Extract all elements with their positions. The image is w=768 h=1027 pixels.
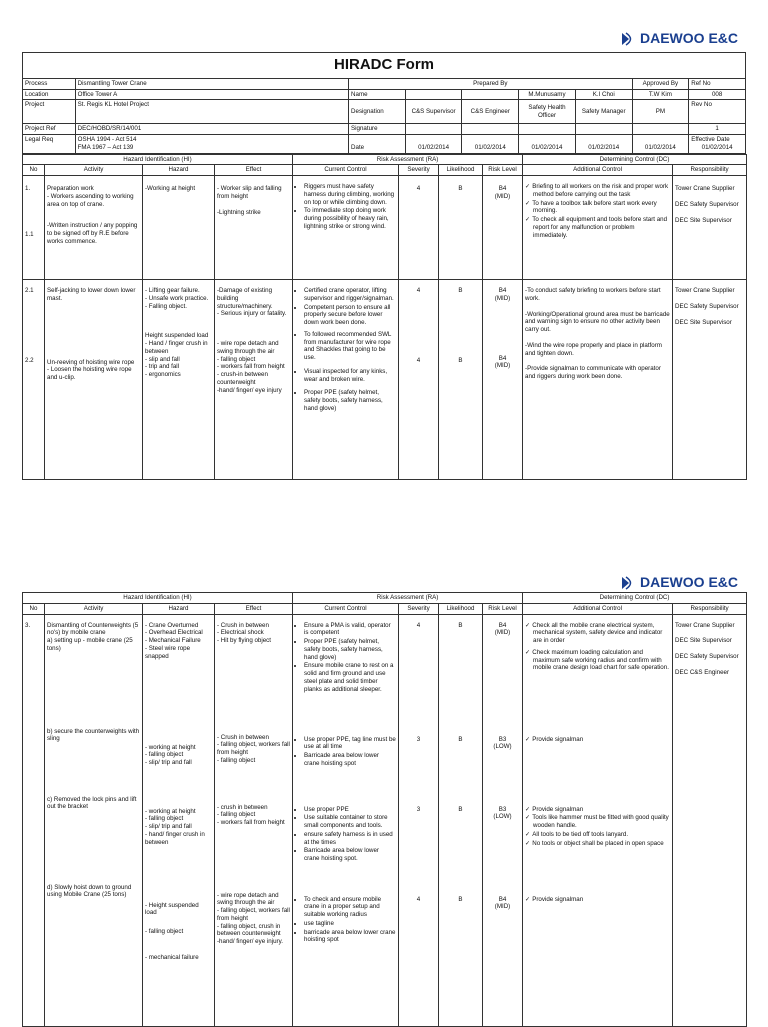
additional-control-cell	[523, 176, 673, 280]
ref-no-label: Ref No	[689, 78, 746, 89]
severity-value: 4	[416, 287, 421, 294]
list-item: • Certified crane operator, lifting supervisor and rigger/signalman.	[304, 287, 396, 303]
section-hi: Hazard Identification (HI)	[23, 593, 293, 604]
table-row	[23, 280, 747, 480]
hazard-2-2: Height suspended load - Hand / finger crush in between - slip and fall - trip and fall - ergonomics	[145, 332, 209, 378]
prepared-by-label: Prepared By	[349, 78, 633, 89]
ac-2-3: -Wind the wire rope properly and place in platform and tighten down.	[525, 341, 662, 357]
list-item: ✓ Check maximum loading calculation and maximum safe working radius and confirm with mobile crane design load chart for safe operation.	[533, 649, 670, 672]
rev-no-value: 1	[689, 124, 746, 135]
signature-cell	[632, 124, 689, 135]
col-likelihood: Likelihood	[439, 165, 483, 176]
row-no-2-1: 2.1	[25, 287, 34, 294]
resp-item: Tower Crane Supplier	[675, 185, 735, 192]
risk-level-value: B4 (MID)	[494, 354, 511, 370]
additional-control-cell	[523, 280, 673, 480]
hazard-3d-1: - Height suspended load	[145, 901, 199, 917]
list-item: • Proper PPE (safety helmet, safety boots, safety harness, hand glove)	[304, 638, 396, 661]
effect-cell	[215, 280, 293, 480]
severity-cell	[399, 280, 439, 480]
date-label: Date	[349, 135, 406, 154]
signature-label: Signature	[349, 124, 406, 135]
row-no-3: 3.	[25, 621, 31, 629]
ref-no-value: 008	[689, 89, 746, 100]
hazard-cell	[143, 614, 215, 1026]
list-item: • Use suitable container to store small components and tools.	[304, 814, 396, 830]
hiradc-page-2	[22, 592, 746, 1027]
ac-2-2: -Working/Operational ground area must be barricade and warning sign to ensure no other activity been carry out.	[525, 310, 670, 333]
likelihood-value: B	[458, 621, 463, 629]
hazard-3d-3: - mechanical failure	[145, 953, 199, 961]
likelihood-value: B	[458, 287, 463, 294]
ac-2-1: -To conduct safety briefing to workers before start work.	[525, 287, 661, 302]
col-hazard: Hazard	[143, 165, 215, 176]
activity-2-1: Self-jacking to lower down lower mast.	[47, 287, 136, 302]
rev-no-label: Rev No	[689, 100, 746, 124]
legal-value-1: OSHA 1994 - Act 514	[77, 136, 137, 143]
legal-value	[75, 135, 348, 154]
likelihood-value: B	[458, 185, 463, 192]
table-row	[23, 614, 747, 1026]
severity-value: 4	[416, 895, 421, 903]
name-cell: K.I Choi	[575, 89, 632, 100]
list-item: • use tagline	[304, 920, 396, 928]
severity-value: 4	[416, 356, 421, 364]
list-item: • Barricade area below lower crane hoisting spot.	[304, 847, 396, 863]
list-item: • Use proper PPE	[304, 806, 396, 814]
list-item: ✓ All tools to be tied off tools lanyard.	[533, 831, 670, 839]
designation-cell: PM	[632, 100, 689, 124]
activity-3a: Dismantling of Counterweights (5 no's) by mobile crane a) setting up - mobile crane (25 tons)	[47, 621, 139, 652]
hazard-3d-2: - falling object	[145, 927, 184, 935]
effect-3a: - Crush in between - Electrical shock - Hit by flying object	[217, 621, 271, 644]
name-cell	[462, 89, 519, 100]
risk-level-cell	[483, 280, 523, 480]
row-no-2-2: 2.2	[25, 356, 34, 364]
name-cell	[405, 89, 462, 100]
ac-2-4: -Provide signalman to communicate with operator and riggers during work been done.	[525, 365, 661, 380]
col-additional-control: Additional Control	[523, 603, 673, 614]
section-dc: Determining Control (DC)	[523, 154, 747, 165]
list-item: • Competent person to ensure all properly secure before lower down work been done.	[304, 304, 396, 327]
likelihood-cell	[439, 280, 483, 480]
row-no	[23, 176, 45, 280]
date-cell: 01/02/2014	[462, 135, 519, 154]
hazard-2-1: - Lifting gear failure. - Unsafe work practice. - Falling object.	[145, 287, 209, 310]
hiradc-page-1	[22, 52, 746, 480]
hiradc-table-1	[22, 154, 747, 481]
designation-cell: C&S Supervisor	[405, 100, 462, 124]
designation-cell: C&S Engineer	[462, 100, 519, 124]
likelihood-cell	[439, 614, 483, 1026]
company-logo	[620, 30, 738, 48]
resp-item: Tower Crane Supplier	[675, 621, 735, 629]
severity-value: 3	[416, 735, 421, 743]
list-item: ✓ Check all the mobile crane electrical system, mechanical system, safety device and indicator are in order	[533, 622, 670, 645]
list-item: ✓ No tools or object shall be placed in open space	[533, 840, 670, 848]
col-current-control: Current Control	[293, 165, 399, 176]
severity-cell	[399, 176, 439, 280]
list-item: ✓ Tools like hammer must be fitted with good quality wooden handle.	[533, 814, 670, 830]
risk-level-value: B3 (LOW)	[493, 735, 512, 751]
name-label: Name	[349, 89, 406, 100]
resp-item: DEC Site Supervisor	[675, 216, 732, 224]
effect-2-2: - wire rope detach and swing through the air - falling object - workers fall from height - crush-in between counterweight -hand/ finger/ eye injury	[217, 340, 285, 394]
risk-level-value: B4 (MID)	[494, 287, 511, 302]
list-item: ✓ Provide signalman	[533, 896, 670, 904]
likelihood-value: B	[458, 735, 463, 743]
responsibility-cell	[673, 280, 747, 480]
approved-by-label: Approved By	[632, 78, 689, 89]
legal-value-2: FMA 1967 – Act 139	[77, 143, 134, 151]
hazard-1: -Working at height	[145, 185, 196, 192]
company-logo	[620, 574, 738, 592]
resp-item: DEC Safety Supervisor	[675, 653, 739, 660]
responsibility-cell	[673, 614, 747, 1026]
list-item: • Proper PPE (safety helmet, safety boots, safety harness, hand glove)	[304, 389, 396, 412]
signature-cell	[462, 124, 519, 135]
location-value: Office Tower A	[75, 89, 348, 100]
signature-cell	[575, 124, 632, 135]
activity-1: Preparation work - Workers ascending to working area on top of crane.	[47, 185, 134, 208]
current-control-cell	[293, 176, 399, 280]
logo-text: DAEWOO E&C	[640, 574, 738, 590]
risk-level-value: B4 (MID)	[494, 895, 511, 911]
signature-cell	[519, 124, 576, 135]
col-responsibility: Responsibility	[673, 165, 747, 176]
date-cell: 01/02/2014	[632, 135, 689, 154]
risk-level-value: B4 (MID)	[494, 621, 511, 637]
form-header-table	[22, 52, 746, 154]
activity-cell	[45, 614, 143, 1026]
col-additional-control: Additional Control	[523, 165, 673, 176]
hazard-cell	[143, 176, 215, 280]
severity-cell	[399, 614, 439, 1026]
effect-2-1: -Damage of existing building structure/machinery. - Serious injury or fatality.	[217, 287, 287, 318]
name-cell: M.Munusamy	[519, 89, 576, 100]
designation-cell: Safety Manager	[575, 100, 632, 124]
section-ra: Risk Assessment (RA)	[293, 593, 523, 604]
risk-level-value: B3 (LOW)	[493, 805, 512, 821]
table-row	[23, 176, 747, 280]
effect-1b: -Lightning strike	[217, 208, 261, 216]
resp-item: Tower Crane Supplier	[675, 287, 735, 294]
activity-3d: d) Slowly hoist down to ground using Mobile Crane (25 tons)	[47, 883, 132, 899]
list-item: ✓ To have a toolbox talk before start work every morning.	[533, 200, 670, 216]
eff-date-label: Effective Date	[691, 136, 730, 143]
daewoo-logo-icon	[620, 31, 636, 47]
col-responsibility: Responsibility	[673, 603, 747, 614]
list-item: ✓ Provide signalman	[533, 736, 670, 744]
activity-2-2: Un-reeving of hoisting wire rope - Loosen the hoisting wire rope and u-clip.	[47, 358, 135, 381]
risk-level-cell	[483, 176, 523, 280]
list-item: • Ensure mobile crane to rest on a solid and firm ground and use steel plate and solid timber planks as additional sleeper.	[304, 662, 396, 693]
signature-cell	[405, 124, 462, 135]
list-item: ✓ Briefing to all workers on the risk and proper work method before carrying out the task	[533, 183, 670, 199]
effect-3d: - wire rope detach and swing through the air - falling object, workers fall from height - falling object, crush in between counterweight -hand/ finger/ eye injury.	[217, 891, 290, 945]
resp-item: DEC Site Supervisor	[675, 318, 732, 326]
row-no	[23, 280, 45, 480]
likelihood-cell	[439, 176, 483, 280]
hiradc-table-2	[22, 592, 747, 1027]
severity-value: 3	[416, 805, 421, 813]
col-no: No	[23, 165, 45, 176]
col-current-control: Current Control	[293, 603, 399, 614]
list-item: • ensure safety harness is in used at the times	[304, 831, 396, 847]
list-item: • Visual inspected for any kinks, wear and broken wire.	[304, 368, 396, 384]
name-cell: T.W Kim	[632, 89, 689, 100]
list-item: • To followed recommended SWL from manufacturer for wire rope and Shackles that going to be use.	[304, 331, 396, 362]
list-item: • Use proper PPE, tag line must be use at all time	[304, 736, 396, 752]
legal-label: Legal Req	[23, 135, 76, 154]
col-activity: Activity	[45, 603, 143, 614]
designation-label: Designation	[349, 100, 406, 124]
logo-text: DAEWOO E&C	[640, 30, 738, 46]
effect-3c: - crush in between - falling object - workers fall from height	[217, 803, 285, 826]
daewoo-logo-icon	[620, 575, 636, 591]
list-item: ✓ To check all equipment and tools before start and report for any malfunction or problem immediately.	[533, 216, 670, 239]
list-item: • To check and ensure mobile crane in a proper setup and suitable working radius	[304, 896, 396, 919]
likelihood-value: B	[458, 356, 463, 364]
location-label: Location	[23, 89, 76, 100]
section-dc: Determining Control (DC)	[523, 593, 747, 604]
col-effect: Effect	[215, 165, 293, 176]
effect-1a: - Worker slip and falling from height	[217, 185, 282, 200]
col-activity: Activity	[45, 165, 143, 176]
resp-item: DEC Safety Supervisor	[675, 302, 739, 310]
effect-cell	[215, 176, 293, 280]
severity-value: 4	[416, 185, 421, 192]
hazard-3a: - Crane Overturned - Overhead Electrical - Mechanical Failure - Steel wire rope snapped	[145, 621, 203, 660]
activity-3b: b) secure the counterweights with sling	[47, 727, 140, 743]
col-severity: Severity	[399, 603, 439, 614]
activity-cell	[45, 280, 143, 480]
list-item: • To immediate stop doing work during possibility of heavy rain, lightning strike or strong wind.	[304, 207, 396, 230]
project-value: St. Regis KL Hotel Project	[75, 100, 348, 124]
row-no	[23, 614, 45, 1026]
col-no: No	[23, 603, 45, 614]
hazard-3b: - working at height - falling object - slip/ trip and fall	[145, 743, 196, 766]
risk-level-cell	[483, 614, 523, 1026]
resp-item: DEC Site Supervisor	[675, 637, 732, 645]
process-value: Dismantling Tower Crane	[75, 78, 348, 89]
list-item: • Barricade area below lower crane hoisting spot	[304, 752, 396, 768]
likelihood-value: B	[458, 895, 463, 903]
hazard-cell	[143, 280, 215, 480]
activity-cell	[45, 176, 143, 280]
date-cell: 01/02/2014	[519, 135, 576, 154]
designation-cell: Safety Health Officer	[519, 100, 576, 124]
col-likelihood: Likelihood	[439, 603, 483, 614]
list-item: • barricade area below lower crane hoisting spot	[304, 929, 396, 945]
projref-value: DEC/HOBD/SR/14/001	[75, 124, 348, 135]
col-effect: Effect	[215, 603, 293, 614]
severity-value: 4	[416, 621, 421, 629]
activity-3c: c) Removed the lock pins and lift out the bracket	[47, 795, 137, 811]
col-risk-level: Risk Level	[483, 165, 523, 176]
projref-label: Project Ref	[23, 124, 76, 135]
process-label: Process	[23, 78, 76, 89]
resp-item: DEC C&S Engineer	[675, 668, 730, 676]
row-no-1: 1.	[25, 185, 31, 192]
responsibility-cell	[673, 176, 747, 280]
form-title: HIRADC Form	[23, 53, 746, 79]
col-severity: Severity	[399, 165, 439, 176]
col-hazard: Hazard	[143, 603, 215, 614]
effective-date	[689, 135, 746, 154]
list-item: ✓ Provide signalman	[533, 806, 670, 814]
row-no-1-1: 1.1	[25, 230, 34, 238]
hazard-3c: - working at height - falling object - slip/ trip and fall - hand/ finger crush in between	[145, 807, 205, 846]
additional-control-cell	[523, 614, 673, 1026]
list-item: • Riggers must have safety harness during climbing, working on top or while climbing down.	[304, 183, 396, 206]
resp-item: DEC Safety Supervisor	[675, 200, 739, 208]
likelihood-value: B	[458, 805, 463, 813]
section-ra: Risk Assessment (RA)	[293, 154, 523, 165]
section-hi: Hazard Identification (HI)	[23, 154, 293, 165]
risk-level-value: B4 (MID)	[494, 185, 511, 200]
effect-cell	[215, 614, 293, 1026]
col-risk-level: Risk Level	[483, 603, 523, 614]
current-control-cell	[293, 280, 399, 480]
eff-date-value: 01/02/2014	[701, 143, 733, 151]
date-cell: 01/02/2014	[575, 135, 632, 154]
activity-1-1: -Written instruction / any popping to be signed off by R.E before works commence.	[47, 222, 138, 245]
list-item: • Ensure a PMA is valid, operator is competent	[304, 622, 396, 638]
date-cell: 01/02/2014	[405, 135, 462, 154]
effect-3b: - Crush in between - falling object, workers fall from height - falling object	[217, 733, 290, 764]
project-label: Project	[23, 100, 76, 124]
current-control-cell	[293, 614, 399, 1026]
